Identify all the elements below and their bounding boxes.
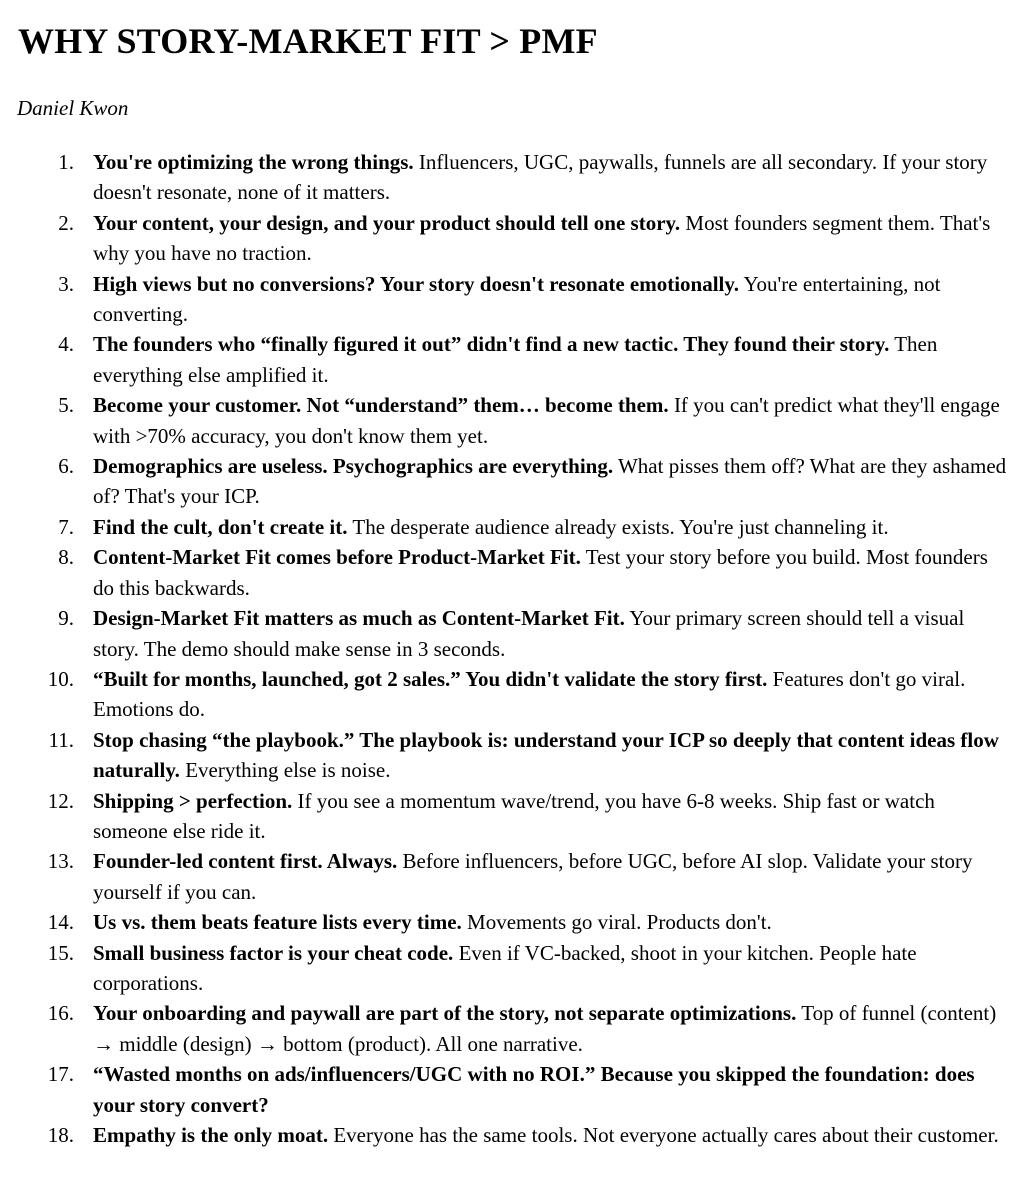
list-item <box>0 603 1010 664</box>
item-text: Movements go viral. Products don't. <box>461 910 772 935</box>
item-number: 7. <box>58 514 74 539</box>
item-number: 15. <box>47 940 74 965</box>
list-item <box>0 998 1010 1059</box>
item-text: If you see a momentum wave/trend, you have 6-8 weeks. Ship fast or watch someone else ride it. <box>93 788 935 843</box>
list-item <box>0 542 1010 603</box>
item-text: You're entertaining, not converting. <box>93 271 941 327</box>
item-text: Your primary screen should tell a visual story. The demo should make sense in 3 seconds. <box>93 606 965 661</box>
item-number: 11. <box>48 727 74 752</box>
list-item <box>0 1059 1010 1120</box>
item-text: The desperate audience already exists. You're just channeling it. <box>347 514 889 539</box>
item-number: 17. <box>47 1062 74 1087</box>
item-lead: Small business factor is your cheat code. <box>93 940 454 965</box>
item-text: What pisses them off? What are they ashamed of? That's your ICP. <box>93 454 1007 509</box>
list-item <box>0 725 1010 786</box>
item-lead: Content-Market Fit comes before Product-Market Fit. <box>93 545 581 570</box>
item-number: 2. <box>58 210 74 235</box>
item-lead: Your onboarding and paywall are part of the story, not separate optimizations. <box>93 1001 797 1026</box>
item-number: 14. <box>47 910 74 935</box>
list-item <box>0 390 1010 451</box>
item-lead: Your content, your design, and your product should tell one story. <box>93 210 681 235</box>
item-lead: You're optimizing the wrong things. <box>93 150 414 174</box>
item-text: Influencers, UGC, paywalls, funnels are all secondary. If your story doesn't resonate, none of it matters. <box>93 150 988 205</box>
item-lead: Become your customer. Not “understand” them… become them. <box>93 393 669 418</box>
item-number: 1. <box>58 150 74 174</box>
item-number: 6. <box>58 454 74 479</box>
item-lead: Demographics are useless. Psychographics are everything. <box>93 454 614 479</box>
item-text: Even if VC-backed, shoot in your kitchen. People hate corporations. <box>93 940 917 995</box>
item-text: Most founders segment them. That's why you have no traction. <box>93 210 991 266</box>
list-item <box>0 786 1010 847</box>
item-number: 3. <box>58 271 74 296</box>
item-number: 4. <box>58 332 74 357</box>
item-lead: Us vs. them beats feature lists every time. <box>93 910 462 935</box>
item-text: Features don't go viral. Emotions do. <box>93 666 966 722</box>
item-lead: “Built for months, launched, got 2 sales.” You didn't validate the story first. <box>93 666 768 691</box>
item-lead: Design-Market Fit matters as much as Content-Market Fit. <box>93 606 625 631</box>
list-item <box>0 329 1010 390</box>
list-item <box>0 938 1010 999</box>
list-item <box>0 846 1010 907</box>
item-text: If you can't predict what they'll engage with >70% accuracy, you don't know them yet. <box>93 393 1000 448</box>
item-text: Everything else is noise. <box>179 758 391 783</box>
item-number: 9. <box>58 606 74 631</box>
item-lead: Find the cult, don't create it. <box>93 514 348 539</box>
list-item <box>0 1120 1010 1150</box>
item-text: Then everything else amplified it. <box>93 332 938 387</box>
item-number: 18. <box>47 1123 74 1147</box>
list-item <box>0 147 1010 208</box>
item-lead: Stop chasing “the playbook.” The playbook is: understand your ICP so deeply that content ideas flow naturally. <box>93 727 999 783</box>
list-item <box>0 512 1010 542</box>
item-lead: High views but no conversions? Your story doesn't resonate emotionally. <box>93 271 739 296</box>
item-lead: “Wasted months on ads/influencers/UGC with no ROI.” Because you skipped the foundation: does your story convert? <box>93 1062 975 1117</box>
item-number: 16. <box>47 1001 74 1026</box>
list-item <box>0 907 1010 937</box>
principles-list <box>0 147 1010 1150</box>
item-text: Top of funnel (content) → middle (design) → bottom (product). All one narrative. <box>93 1001 997 1056</box>
item-lead: Shipping > perfection. <box>93 788 293 813</box>
item-number: 8. <box>58 545 74 570</box>
list-item <box>0 664 1010 725</box>
document-title: WHY STORY-MARKET FIT > PMF <box>18 21 598 61</box>
item-lead: Founder-led content first. Always. <box>93 849 398 874</box>
item-lead: Empathy is the only moat. <box>93 1123 329 1147</box>
item-number: 5. <box>58 393 74 418</box>
item-text: Test your story before you build. Most founders do this backwards. <box>93 545 988 600</box>
author-name: Daniel Kwon <box>17 96 129 120</box>
list-item <box>0 269 1010 330</box>
item-number: 12. <box>47 788 74 813</box>
list-item <box>0 208 1010 269</box>
item-text: Before influencers, before UGC, before AI slop. Validate your story yourself if you can. <box>93 849 973 904</box>
item-lead: The founders who “finally figured it out” didn't find a new tactic. They found their story. <box>93 332 890 357</box>
item-text: Everyone has the same tools. Not everyone actually cares about their customer. <box>328 1123 999 1147</box>
item-number: 13. <box>47 849 74 874</box>
list-item <box>0 451 1010 512</box>
item-number: 10. <box>47 666 74 691</box>
